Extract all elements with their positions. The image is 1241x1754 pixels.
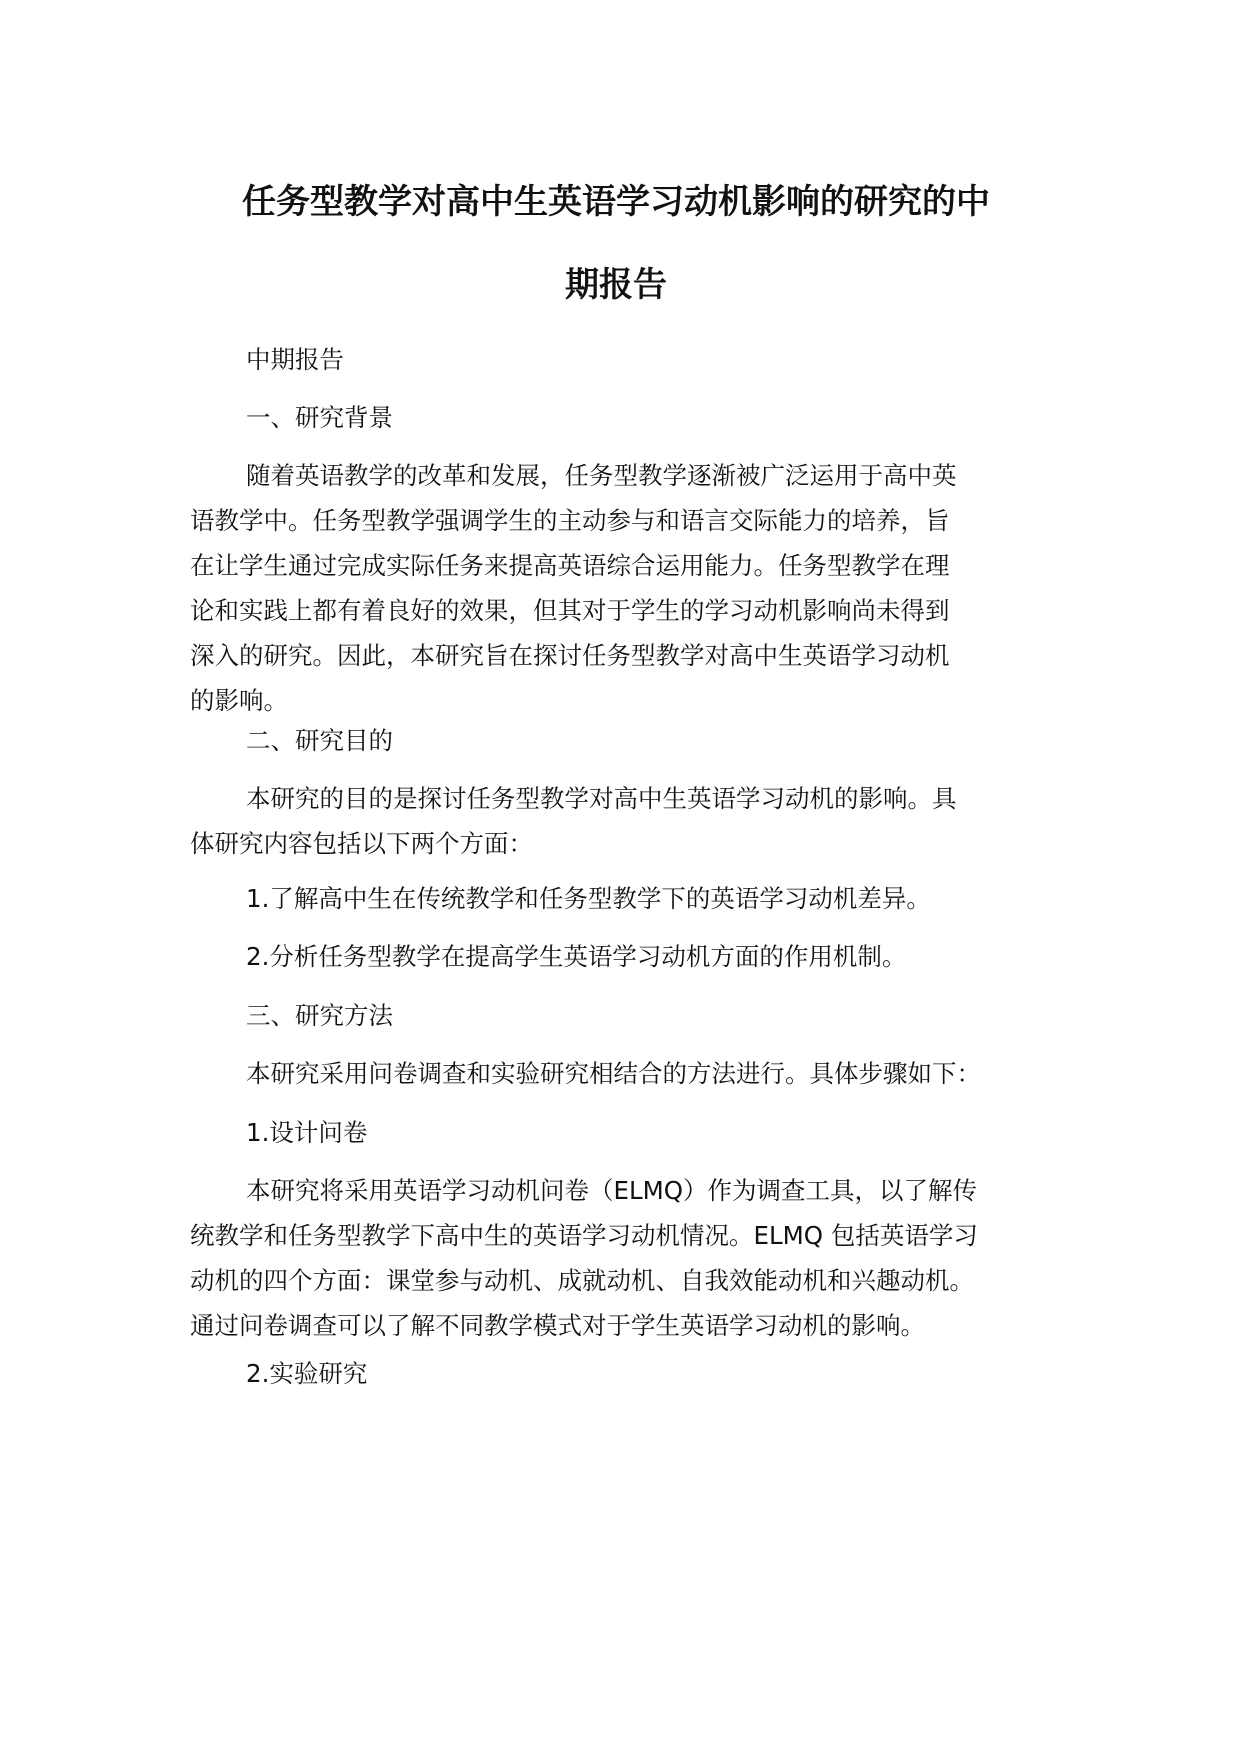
section-heading-method [190,993,1070,1038]
text-line: 一、研究背景 [246,403,393,432]
text-line: 深入的研究。因此，本研究旨在探讨任务型教学对高中生英语学习动机 [190,641,950,670]
subheading-questionnaire [190,1110,1070,1155]
text-line: 论和实践上都有着良好的效果，但其对于学生的学习动机影响尚未得到 [190,596,950,625]
text-line: 体研究内容包括以下两个方面： [190,829,533,858]
text-line: 2.实验研究 [246,1359,368,1388]
text-line: 在让学生通过完成实际任务来提高英语综合运用能力。任务型教学在理 [190,551,950,580]
document-title-line-1: 任务型教学对高中生英语学习动机影响的研究的中 [242,182,990,222]
text-line: 通过问卷调查可以了解不同教学模式对于学生英语学习动机的影响。 [190,1311,925,1340]
text-line: 三、研究方法 [246,1001,393,1030]
text-line: 统教学和任务型教学下高中生的英语学习动机情况。ELMQ 包括英语学习 [190,1221,978,1250]
text-line: 本研究采用问卷调查和实验研究相结合的方法进行。具体步骤如下： [246,1059,981,1088]
section-heading-purpose [190,718,1070,763]
subheading-interim-report [190,337,1070,382]
text-line: 本研究的目的是探讨任务型教学对高中生英语学习动机的影响。具 [246,784,957,813]
paragraph-purpose [190,776,1070,866]
paragraph-background [190,453,1070,723]
text-line: 动机的四个方面：课堂参与动机、成就动机、自我效能动机和兴趣动机。 [190,1266,974,1295]
text-line: 二、研究目的 [246,726,393,755]
paragraph-questionnaire [190,1168,1070,1348]
subheading-experiment [190,1351,1070,1396]
text-line: 1.设计问卷 [246,1118,368,1147]
text-line: 语教学中。任务型教学强调学生的主动参与和语言交际能力的培养，旨 [190,506,950,535]
text-line: 的影响。 [190,686,288,715]
list-item-purpose-1 [190,876,1070,921]
section-heading-background [190,395,1070,440]
text-line: 1.了解高中生在传统教学和任务型教学下的英语学习动机差异。 [246,884,931,913]
text-line: 中期报告 [246,345,344,374]
text-line: 随着英语教学的改革和发展，任务型教学逐渐被广泛运用于高中英 [246,461,957,490]
list-item-purpose-2 [190,934,1070,979]
text-line: 2.分析任务型教学在提高学生英语学习动机方面的作用机制。 [246,942,907,971]
text-line: 本研究将采用英语学习动机问卷（ELMQ）作为调查工具，以了解传 [246,1176,978,1205]
document-title-line-2: 期报告 [565,265,667,305]
paragraph-method [190,1051,1070,1096]
